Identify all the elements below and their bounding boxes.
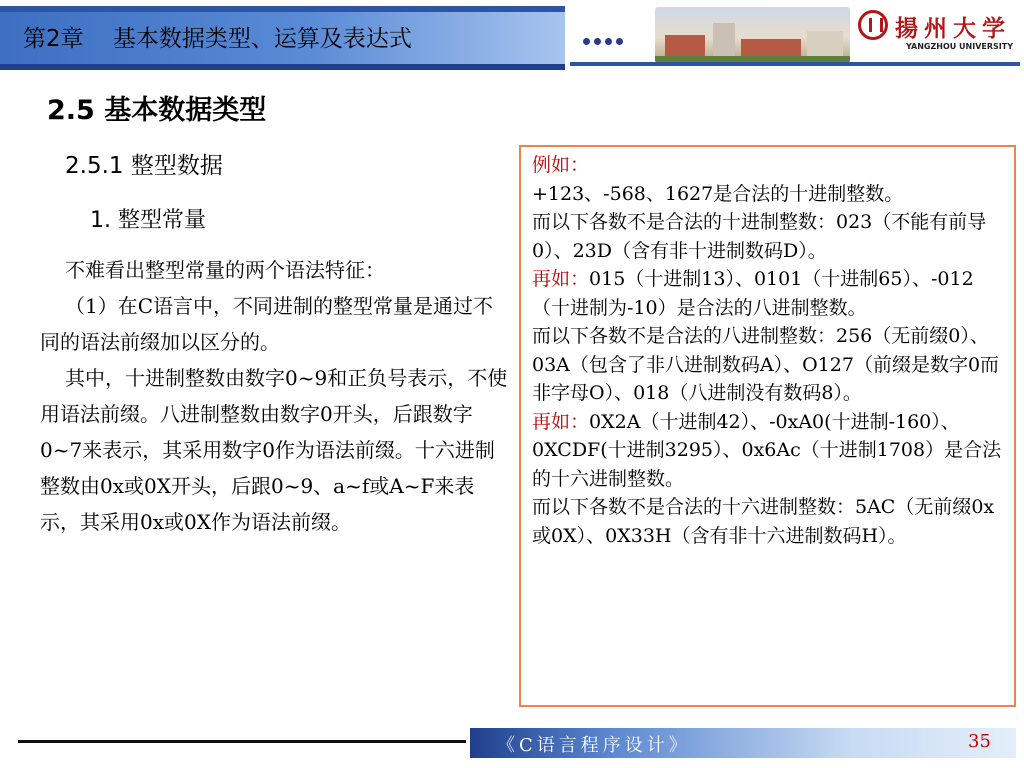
slide-header [0, 0, 1024, 75]
footer-rule [18, 740, 466, 743]
left-body-text [40, 252, 508, 540]
dot [616, 38, 623, 45]
section-heading: 2.5 基本数据类型 [47, 95, 267, 126]
dot [594, 38, 601, 45]
header-band-top [0, 6, 565, 12]
paragraph: 不难看出整型常量的两个语法特征： [65, 258, 385, 282]
paragraph: 其中，十进制整数由数字0~9和正负号表示，不使用语法前缀。八进制整数由数字0开头，后跟数字0~7来表示，其采用数字0作为语法前缀。十六进制整数由0x或0X开头，后跟0~9、a~f或A~F来表示，其采用0x或0X作为语法前缀。 [40, 366, 508, 534]
paragraph: （1）在C语言中，不同进制的整型常量是通过不同的语法前缀加以区分的。 [40, 294, 494, 354]
campus-building [741, 39, 801, 57]
topic-heading: 1. 整型常量 [90, 208, 206, 233]
example-label: 再如： [532, 268, 590, 290]
subsection-heading: 2.5.1 整型数据 [65, 153, 223, 179]
campus-building [807, 31, 843, 57]
example-label: 再如： [532, 410, 590, 433]
chapter-title: 第2章 基本数据类型、运算及表达式 [23, 26, 412, 52]
dot [583, 38, 590, 45]
campus-building [665, 35, 705, 57]
example-line: 015（十进制13）、0101（十进制65）、-012（十进制为-10）是合法的八进制整数。 [532, 268, 974, 319]
dot [605, 38, 612, 45]
university-emblem-icon [858, 10, 888, 40]
example-line: 0X2A（十进制42）、-0xA0(十进制-160）、0XCDF(十进制3295）、0x6Ac（十进制1708）是合法的十六进制整数。 [532, 410, 1002, 490]
campus-photo [655, 7, 850, 63]
course-title: 《C语言程序设计》 [497, 735, 691, 756]
example-label: 例如： [532, 154, 590, 176]
example-line: +123、-568、1627是合法的十进制整数。 [532, 182, 904, 205]
campus-building [713, 23, 735, 57]
example-box [519, 145, 1016, 707]
university-name-cn: 揚州大学 [895, 15, 1011, 42]
decorative-dots [583, 38, 623, 45]
example-line: 而以下各数不是合法的八进制整数：256（无前缀0）、03A（包含了非八进制数码A）、O127（前缀是数字0而非字母O）、018（八进制没有数码8）。 [532, 325, 1000, 404]
page-number: 35 [968, 731, 991, 752]
example-line: 而以下各数不是合法的十六进制整数：5AC（无前缀0x或0X）、0X33H（含有非十六进制数码H）。 [532, 496, 995, 547]
example-paragraph [532, 408, 1004, 494]
university-name-en: YANGZHOU UNIVERSITY [906, 42, 1014, 51]
header-rule [570, 62, 1020, 66]
header-band-bottom [0, 64, 565, 70]
example-line: 而以下各数不是合法的十进制整数：023（不能有前导0）、23D（含有非十进制数码D）。 [532, 211, 987, 262]
example-paragraph [532, 265, 1004, 322]
